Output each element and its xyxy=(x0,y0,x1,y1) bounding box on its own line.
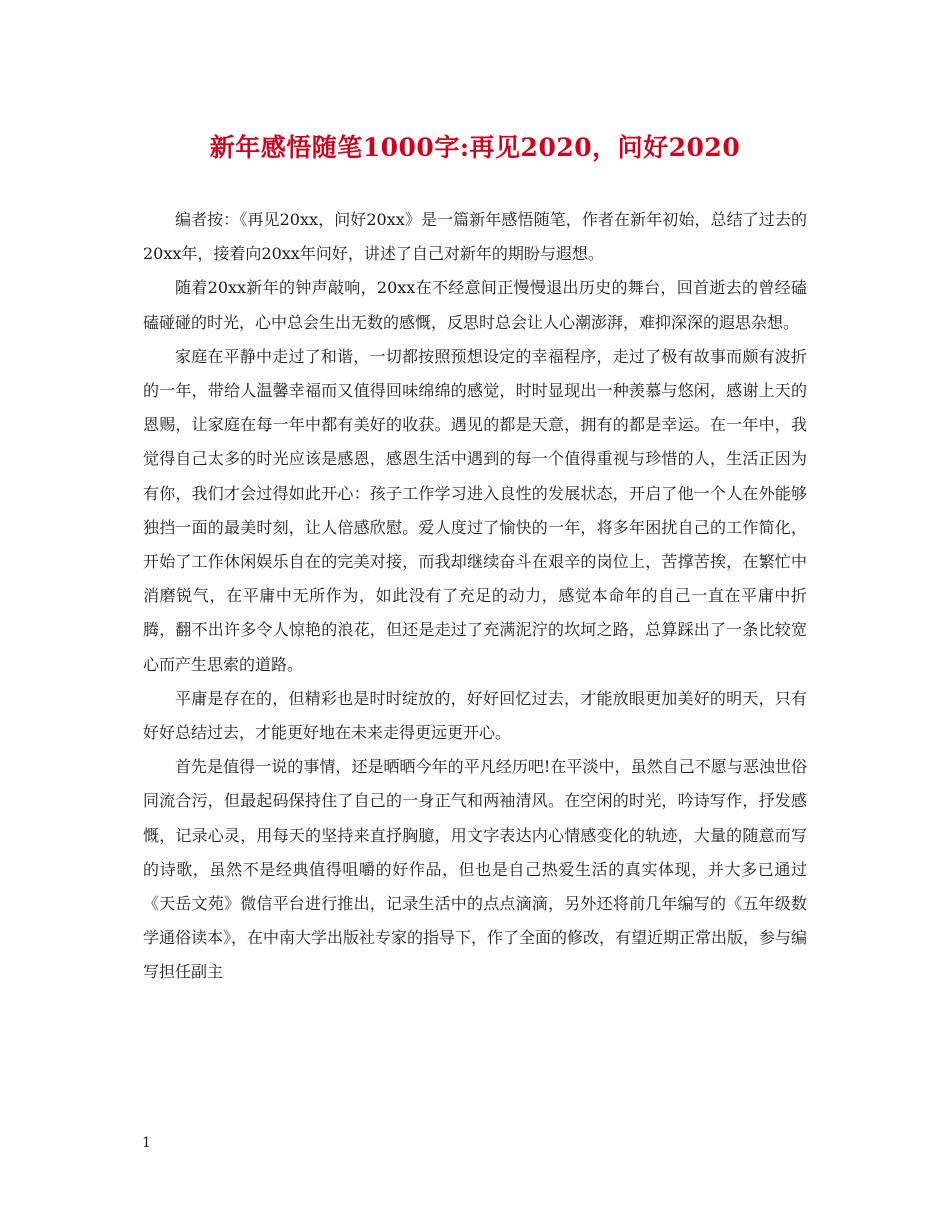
paragraph-family: 家庭在平静中走过了和谐，一切都按照预想设定的幸福程序，走过了极有故事而颇有波折的一年，带给人温馨幸福而又值得回味绵绵的感觉，时时显现出一种羡慕与悠闲，感谢上天的恩赐，让家庭在每一年中都有美好的收获。遇见的都是天意，拥有的都是幸运。在一年中，我觉得自己太多的时光应该是感恩，感恩生活中遇到的每一个值得重视与珍惜的人，生活正因为有你，我们才会过得如此开心：孩子工作学习进入良性的发展状态，开启了他一个人在外能够独挡一面的最美时刻，让人倍感欣慰。爱人度过了愉快的一年，将多年困扰自己的工作简化，开始了工作休闲娱乐自在的完美对接，而我却继续奋斗在艰辛的岗位上，苦撑苦挨，在繁忙中消磨锐气，在平庸中无所作为，如此没有了充足的动力，感觉本命年的自己一直在平庸中折腾，翻不出许多令人惊艳的浪花，但还是走过了充满泥泞的坎坷之路，总算踩出了一条比较宽心而产生思索的道路。 xyxy=(143,346,807,674)
paragraph-mediocrity: 平庸是存在的，但精彩也是时时绽放的，好好回忆过去，才能放眼更加美好的明天，只有好好总结过去，才能更好地在未来走得更远更开心。 xyxy=(143,688,807,743)
document-title: 新年感悟随笔1000字:再见2020，问好2020 xyxy=(209,133,741,162)
page-number: 1 xyxy=(142,1135,151,1151)
paragraph-experiences: 首先是值得一说的事情，还是晒晒今年的平凡经历吧!在平淡中，虽然自己不愿与恶浊世俗同流合污，但最起码保持住了自己的一身正气和两袖清风。在空闲的时光，吟诗写作，抒发感慨，记录心灵，用每天的坚持来直抒胸臆，用文字表达内心情感变化的轨迹，大量的随意而写的诗歌，虽然不是经典值得咀嚼的好作品，但也是自己热爱生活的真实体现，并大多已通过《天岳文苑》微信平台进行推出，记录生活中的点点滴滴，另外还将前几年编写的《五年级数学通俗读本》，在中南大学出版社专家的指导下，作了全面的修改，有望近期正常出版，参与编写担任副主 xyxy=(143,757,808,982)
paragraph-new-year-bell: 随着20xx新年的钟声敲响，20xx在不经意间正慢慢退出历史的舞台，回首逝去的曾经磕磕碰碰的时光，心中总会生出无数的感慨，反思时总会让人心潮澎湃，难抑深深的遐思杂想。 xyxy=(143,278,807,332)
document-body xyxy=(143,203,807,990)
paragraph-editor-note: 编者按：《再见20xx，问好20xx》是一篇新年感悟随笔，作者在新年初始，总结了过去的20xx年，接着向20xx年问好，讲述了自己对新年的期盼与遐想。 xyxy=(143,210,807,264)
